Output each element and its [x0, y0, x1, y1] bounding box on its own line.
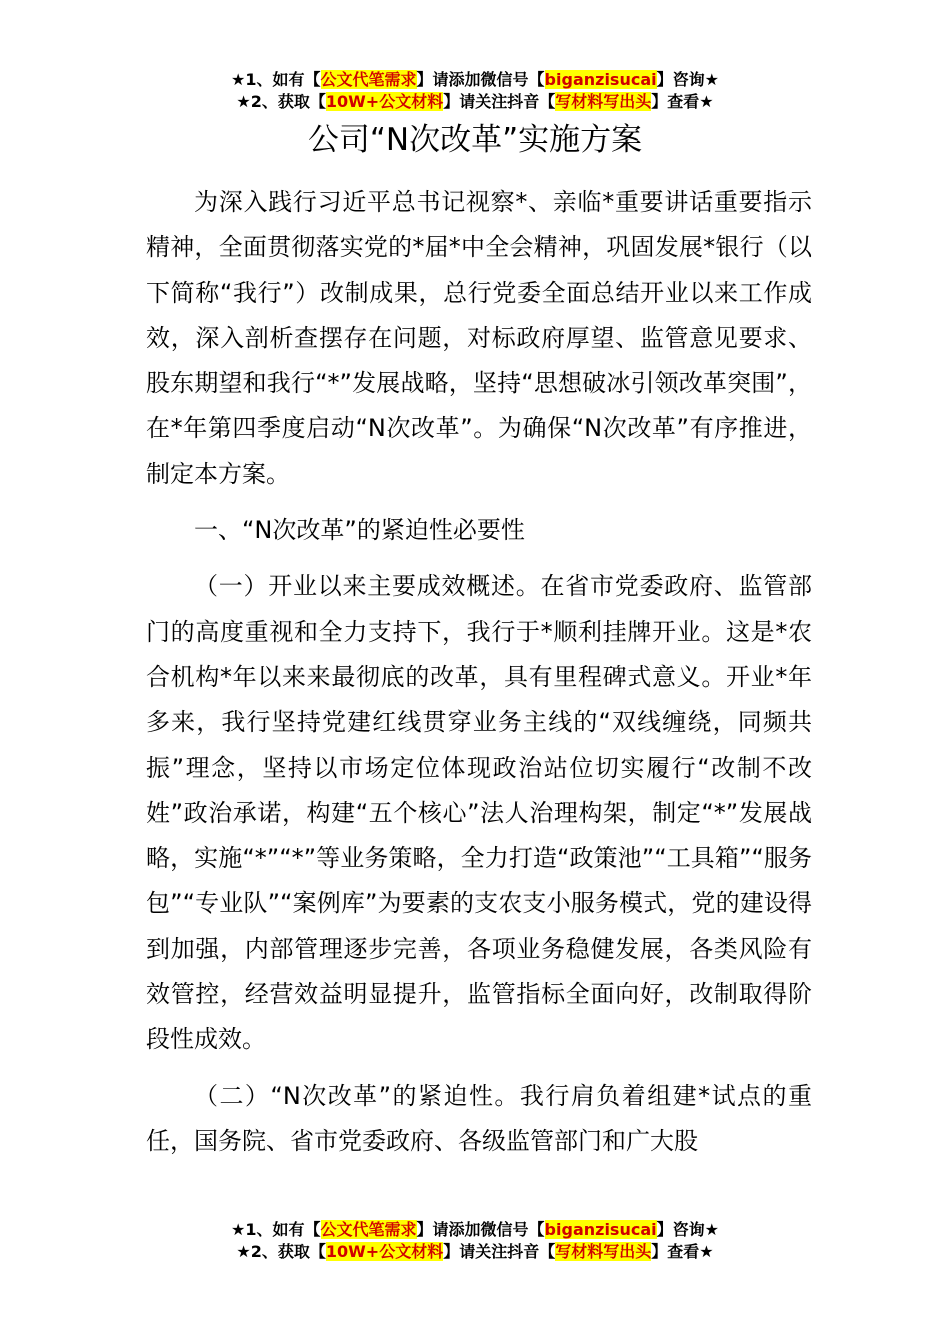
banner-text: 】请关注抖音【 — [443, 92, 556, 111]
highlight-text: 公文代笔需求 — [320, 70, 417, 89]
banner-line-1 — [0, 69, 950, 91]
highlight-text: 公文代笔需求 — [320, 1220, 417, 1239]
banner-text: 】请添加微信号【 — [416, 70, 545, 89]
paragraph-intro: 为深入践行习近平总书记视察*、亲临*重要讲话重要指示精神，全面贯彻落实党的*届*中全会精神，巩固发展*银行（以下简称“我行”）改制成果，总行党委全面总结开业以来工作成效，深入剖析查摆存在问题，对标政府厚望、监管意见要求、股东期望和我行“*”发展战略，坚持“思想破冰引领改革突围”，在*年第四季度启动“N次改革”。为确保“N次改革”有序推进，制定本方案。 — [146, 188, 812, 488]
header-banner — [0, 69, 950, 113]
footer-banner — [0, 1219, 950, 1263]
highlight-text: 10W+公文材料 — [325, 1242, 444, 1261]
paragraph-urgency: （二）“N次改革”的紧迫性。我行肩负着组建*试点的重任，国务院、省市党委政府、各级监管部门和广大股 — [146, 1081, 812, 1155]
highlight-text: biganzisucai — [544, 1220, 657, 1239]
highlight-text: 10W+公文材料 — [325, 92, 444, 111]
section-heading: 一、“N次改革”的紧迫性必要性 — [194, 516, 525, 545]
highlight-text: 写材料写出头 — [555, 92, 652, 111]
banner-text: 】咨询★ — [656, 1220, 719, 1239]
paragraph-achievements: （一）开业以来主要成效概述。在省市党委政府、监管部门的高度重视和全力支持下，我行于*顺利挂牌开业。这是*农合机构*年以来来最彻底的改革，具有里程碑式意义。开业*年多来，我行坚持党建红线贯穿业务主线的“双线缠绕，同频共振”理念，坚持以市场定位体现政治站位切实履行“改制不改姓”政治承诺，构建“五个核心”法人治理构架，制定“*”发展战略，实施“*”“*”等业务策略，全力打造“政策池”“工具箱”“服务包”“专业队”“案例库”为要素的支农支小服务模式，党的建设得到加强，内部管理逐步完善，各项业务稳健发展，各类风险有效管控，经营效益明显提升，监管指标全面向好，改制取得阶段性成效。 — [146, 572, 812, 1054]
banner-line-2 — [0, 91, 950, 113]
document-body — [146, 180, 812, 1164]
banner-text: ★2、获取【 — [236, 1242, 326, 1261]
document-title: 公司“N次改革”实施方案 — [307, 122, 643, 158]
banner-text: 】查看★ — [651, 92, 714, 111]
banner-text: ★2、获取【 — [236, 92, 326, 111]
banner-text: 】请关注抖音【 — [443, 1242, 556, 1261]
highlight-text: 写材料写出头 — [555, 1242, 652, 1261]
banner-line-2 — [0, 1241, 950, 1263]
banner-text: ★1、如有【 — [231, 70, 321, 89]
highlight-text: biganzisucai — [544, 70, 657, 89]
banner-text: 】请添加微信号【 — [416, 1220, 545, 1239]
banner-text: ★1、如有【 — [231, 1220, 321, 1239]
banner-line-1 — [0, 1219, 950, 1241]
banner-text: 】查看★ — [651, 1242, 714, 1261]
banner-text: 】咨询★ — [656, 70, 719, 89]
